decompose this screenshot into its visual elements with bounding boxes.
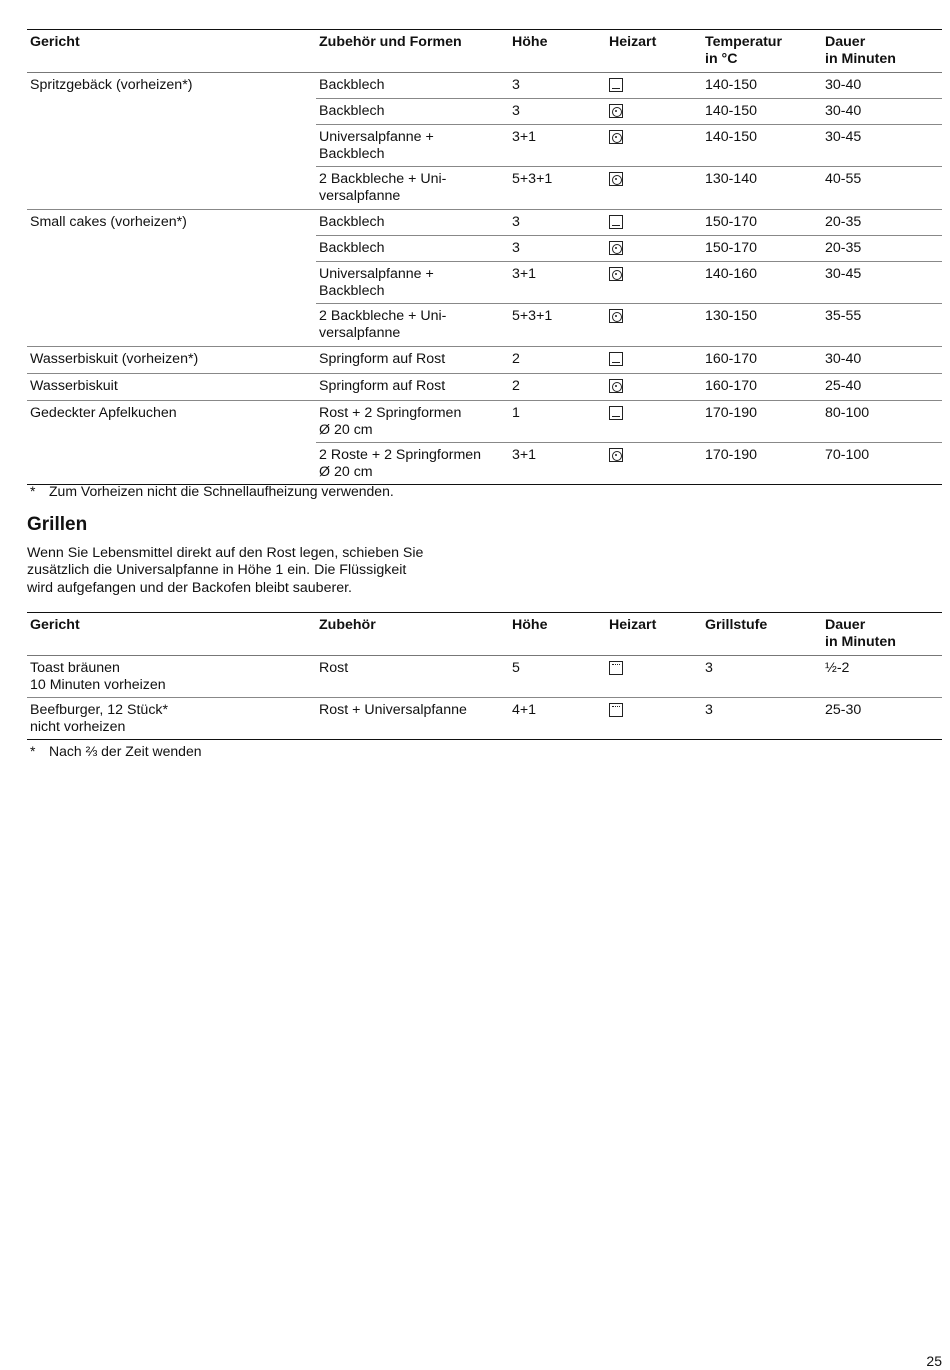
grill-icon: [609, 703, 623, 717]
footnote-marker: *: [30, 483, 36, 499]
grill-level: 3: [705, 660, 713, 676]
grill-table-header: [27, 612, 942, 656]
temperature: 140-150: [705, 103, 758, 119]
table-row: [316, 304, 942, 346]
accessory: Backblech: [319, 103, 385, 119]
baking-table: [27, 29, 942, 485]
dish-name: Gedeckter Apfelkuchen: [30, 405, 177, 421]
level: 3+1: [512, 129, 537, 145]
level: 3: [512, 77, 520, 93]
level: 3+1: [512, 447, 537, 463]
footnote-text: Zum Vorheizen nicht die Schnellaufheizung verwenden.: [49, 483, 394, 499]
dish-name: Wasserbiskuit: [30, 378, 118, 394]
duration: 30-40: [825, 77, 862, 93]
duration: 30-45: [825, 129, 862, 145]
duration: 25-40: [825, 378, 862, 394]
grill-icon: [609, 661, 623, 675]
accessory: 2 Backbleche + Uni- versalpfanne: [319, 308, 447, 341]
duration: 20-35: [825, 240, 862, 256]
hot-air-icon: [609, 309, 623, 323]
temperature: 160-170: [705, 378, 758, 394]
table-row: [316, 99, 942, 125]
page-number: 25: [926, 1353, 942, 1369]
grill-table: [27, 612, 942, 740]
table-row: [27, 656, 942, 698]
duration: 20-35: [825, 214, 862, 230]
top-bottom-heat-icon: [609, 406, 623, 420]
duration: 80-100: [825, 405, 870, 421]
hot-air-icon: [609, 267, 623, 281]
accessory: Rost: [319, 660, 349, 676]
duration: 30-45: [825, 266, 862, 282]
duration: 70-100: [825, 447, 870, 463]
table-row: [316, 73, 942, 99]
level: 4+1: [512, 702, 537, 718]
temperature: 170-190: [705, 447, 758, 463]
top-bottom-heat-icon: [609, 215, 623, 229]
temperature: 150-170: [705, 214, 758, 230]
accessory: Springform auf Rost: [319, 351, 446, 367]
hot-air-icon: [609, 241, 623, 255]
grill-level: 3: [705, 702, 713, 718]
level: 2: [512, 378, 520, 394]
accessory: 2 Backbleche + Uni- versalpfanne: [319, 171, 447, 204]
duration: 30-40: [825, 351, 862, 367]
header-dish: Gericht: [30, 617, 80, 633]
temperature: 140-150: [705, 77, 758, 93]
temperature: 130-150: [705, 308, 758, 324]
header-accessory: Zubehör und Formen: [319, 34, 462, 50]
table-row: [316, 125, 942, 167]
dish-name: Wasserbiskuit (vorheizen*): [30, 351, 199, 367]
accessory: Backblech: [319, 240, 385, 256]
header-heating-mode: Heizart: [609, 617, 657, 633]
level: 3: [512, 240, 520, 256]
level: 1: [512, 405, 520, 421]
footnote-text: Nach ⅔ der Zeit wenden: [49, 743, 202, 759]
level: 2: [512, 351, 520, 367]
table-row: [316, 236, 942, 262]
dish-name: Beefburger, 12 Stück* nicht vorheizen: [30, 702, 169, 735]
table-row: [316, 262, 942, 304]
header-grill-level: Grillstufe: [705, 617, 768, 633]
duration: 30-40: [825, 103, 862, 119]
dish-group: [27, 73, 942, 210]
hot-air-icon: [609, 104, 623, 118]
section-paragraph: Wenn Sie Lebensmittel direkt auf den Rost legen, schieben Sie zusätzlich die Universalpfanne in Höhe 1 ein. Die Flüssigkeit wird aufgefangen und der Backofen bleibt sauberer.: [27, 545, 424, 596]
temperature: 140-160: [705, 266, 758, 282]
top-bottom-heat-icon: [609, 78, 623, 92]
accessory: Springform auf Rost: [319, 378, 446, 394]
temperature: 170-190: [705, 405, 758, 421]
header-accessory: Zubehör: [319, 617, 376, 633]
header-level: Höhe: [512, 34, 548, 50]
dish-group: [27, 401, 942, 485]
level: 5+3+1: [512, 308, 553, 324]
table-row: [27, 347, 942, 374]
header-heating-mode: Heizart: [609, 34, 657, 50]
temperature: 140-150: [705, 129, 758, 145]
duration: 25-30: [825, 702, 862, 718]
accessory: Backblech: [319, 77, 385, 93]
level: 3: [512, 103, 520, 119]
duration: 35-55: [825, 308, 862, 324]
header-dish: Gericht: [30, 34, 80, 50]
level: 3: [512, 214, 520, 230]
dish-name: Small cakes (vorheizen*): [30, 214, 187, 230]
baking-table-header: [27, 29, 942, 73]
header-duration: Dauer in Minuten: [825, 34, 896, 67]
accessory: Rost + 2 Springformen Ø 20 cm: [319, 405, 462, 438]
table-row: [316, 401, 942, 443]
level: 5: [512, 660, 520, 676]
hot-air-icon: [609, 379, 623, 393]
temperature: 150-170: [705, 240, 758, 256]
hot-air-icon: [609, 172, 623, 186]
temperature: 160-170: [705, 351, 758, 367]
level: 5+3+1: [512, 171, 553, 187]
table-row: [316, 167, 942, 209]
header-temperature: Temperatur in °C: [705, 34, 782, 67]
table-row: [27, 698, 942, 740]
level: 3+1: [512, 266, 537, 282]
header-duration: Dauer in Minuten: [825, 617, 896, 650]
accessory: Rost + Universalpfanne: [319, 702, 467, 718]
temperature: 130-140: [705, 171, 758, 187]
dish-name: Spritzgebäck (vorheizen*): [30, 77, 193, 93]
accessory: Backblech: [319, 214, 385, 230]
hot-air-icon: [609, 130, 623, 144]
accessory: Universalpfanne + Backblech: [319, 129, 434, 162]
footnote-marker: *: [30, 743, 36, 759]
duration: ½-2: [825, 660, 850, 676]
table-row: [316, 443, 942, 484]
dish-group: [27, 210, 942, 347]
header-level: Höhe: [512, 617, 548, 633]
table-row: [316, 210, 942, 236]
accessory: Universalpfanne + Backblech: [319, 266, 434, 299]
section-heading: Grillen: [27, 514, 88, 535]
duration: 40-55: [825, 171, 862, 187]
accessory: 2 Roste + 2 Springformen Ø 20 cm: [319, 447, 482, 480]
top-bottom-heat-icon: [609, 352, 623, 366]
hot-air-icon: [609, 448, 623, 462]
dish-name: Toast bräunen 10 Minuten vorheizen: [30, 660, 166, 693]
table-row: [27, 374, 942, 401]
